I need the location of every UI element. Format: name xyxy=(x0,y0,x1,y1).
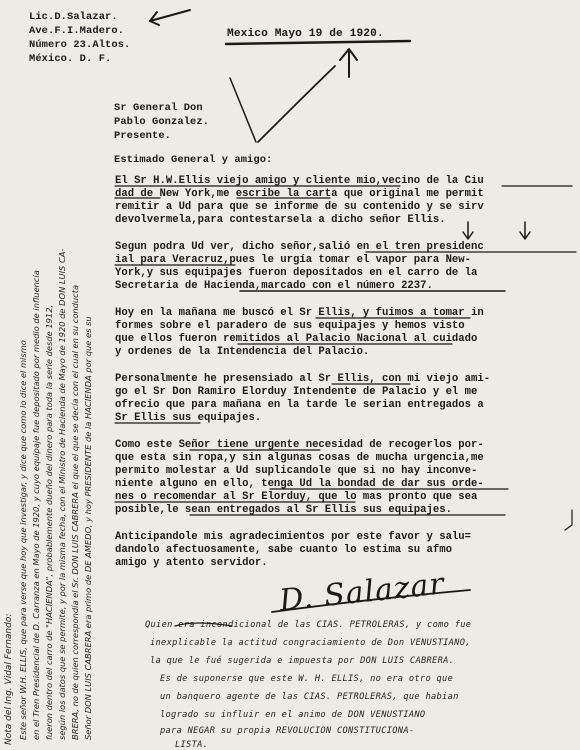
body-line: nes o recomendar al Sr Elorduy, que lo mas pronto que sea xyxy=(115,491,478,503)
body-line: remitir a Ud para que se informe de su contenido y se sirv xyxy=(115,201,484,213)
body-line: Sr Ellis sus equipajes. xyxy=(115,412,262,424)
signature-flourish xyxy=(272,590,470,612)
handwritten-note-line: Es de suponerse que este W. H. ELLIS, no era otro que xyxy=(160,674,454,684)
body-line: devolvermela,para contestarsela a dicho señor Ellis. xyxy=(115,214,446,226)
body-line: ofrecio que para mañana en la tarde le serian entregados a xyxy=(115,399,484,411)
addressee-line-1: Sr General Don xyxy=(114,102,203,114)
handwritten-note-line: la que le fué sugerida e impuesta por DON LUIS CABRERA. xyxy=(150,656,455,666)
body-line: El Sr H.W.Ellis viejo amigo y cliente mio,vecino de la Ciu xyxy=(115,175,484,187)
body-line: ial para Veracruz,pues le urgía tomar el vapor para New- xyxy=(115,254,472,266)
body-line: formes sobre el paradero de sus equipajes y hemos visto xyxy=(115,320,465,332)
body-line: permito molestar a Ud suplicandole que si no hay inconve- xyxy=(115,465,478,477)
signature: D. Salazar xyxy=(277,566,447,619)
body-line: amigo y atento servidor. xyxy=(115,557,268,569)
addressee-line-3: Presente. xyxy=(114,130,172,142)
body-line: dandolo afectuosamente, sabe cuanto lo estima su afmo xyxy=(115,544,452,556)
body-line: Personalmente he presensiado al Sr Ellis, con mi viejo ami- xyxy=(115,373,491,385)
sender-line-2: Ave.F.I.Madero. xyxy=(29,25,125,37)
handwritten-note-line: logrado su influir en el animo de DON VENUSTIANO xyxy=(160,710,426,720)
handwritten-note-line: para NEGAR su propia REVOLUCION CONSTITUCIONA- xyxy=(160,726,415,736)
sender-line-4: México. D. F. xyxy=(29,53,112,65)
arrow-down-icon xyxy=(520,222,530,239)
handwritten-margin-line: Este señor W.H. ELLIS, que para verse que hoy que investigar, y dice que como lo dice el mismo xyxy=(18,340,28,740)
body-line: Anticipandole mis agradecimientos por este favor y salu= xyxy=(115,531,472,543)
body-line: y ordenes de la Intendencia del Palacio. xyxy=(115,346,370,358)
handwritten-margin-line: Señor DON LUIS CABRERA era primo de DE AMEDO, y hoy PRESIDENTE de la HACIENDA por que es su xyxy=(83,316,93,740)
body-line: que ellos fueron remitidos al Palacio Nacional al cuidado xyxy=(115,333,478,345)
arrow-up-icon xyxy=(340,49,357,77)
handwritten-margin-line: BRERA, no de quien correspondía el Sr. DON LUIS CABRERA el que el que se decía con el cual en su conducta xyxy=(70,284,80,740)
body-line: niente alguno en ello, tenga Ud la bondad de dar sus orde- xyxy=(115,478,484,490)
diagonal-stroke-2 xyxy=(230,78,256,142)
handwritten-note-line: Quien era incondicional de las CIAS. PETROLERAS, y como fue xyxy=(145,620,472,630)
body-line: que esta sin ropa,y sin algunas cosas de mucha urgencia,me xyxy=(115,452,484,464)
handwritten-margin-line: fueron dentro del carro de "HACIENDA", probablemente dueño del dinero para toda la serie desde 1912, xyxy=(44,304,54,740)
body-line: posible,le sean entregados al Sr Ellis sus equipajes. xyxy=(115,504,452,516)
body-line: Secretaria de Hacienda,marcado con el número 2237. xyxy=(115,280,433,292)
body-line: go el Sr Don Ramiro Elorduy Intendente de Palacio y el me xyxy=(115,386,478,398)
underline-mark xyxy=(226,41,410,44)
handwritten-note-line: LISTA. xyxy=(175,740,209,750)
letter-date: Mexico Mayo 19 de 1920. xyxy=(227,28,384,40)
body-line: dad de New York,me escribe la carta que original me permit xyxy=(115,188,484,200)
handwritten-margin-line: en el Tren Presidencial de D. Carranza en Mayo de 1920, y cuyo equipaje fue depositado por medio de influencia xyxy=(31,270,41,740)
salutation: Estimado General y amigo: xyxy=(114,154,273,166)
handwritten-margin-line: Nota del Ing. Vidal Fernando: xyxy=(4,613,14,745)
bracket-mark xyxy=(565,510,572,530)
sender-line-3: Número 23.Altos. xyxy=(29,39,131,51)
body-line: Segun podra Ud ver, dicho señor,salió en el tren presidenc xyxy=(115,241,484,253)
handwritten-margin-line: según los datos que se permite, y por la misma fecha, con el Ministro de Hacienda de Mayo de 1920 de DON LUIS CA- xyxy=(57,248,67,740)
body-line: Como este Señor tiene urgente necesidad de recogerlos por- xyxy=(115,439,484,451)
arrow-down-icon xyxy=(463,222,473,239)
handwritten-note-line: un banquero agente de las CIAS. PETROLERAS, que habian xyxy=(160,692,459,702)
arrow-icon xyxy=(150,10,190,21)
body-line: Hoy en la mañana me buscó el Sr Ellis, y fuimos a tomar in xyxy=(115,307,484,319)
sender-line-1: Lic.D.Salazar. xyxy=(29,11,118,23)
handwritten-note-line: inexplicable la actitud congraciamiento de Don VENUSTIANO, xyxy=(150,638,471,648)
addressee-line-2: Pablo Gonzalez. xyxy=(114,116,210,128)
scribble-mark xyxy=(175,623,232,626)
diagonal-stroke xyxy=(258,66,335,142)
body-line: York,y sus equipajes fueron depositados en el carro de la xyxy=(115,267,478,279)
